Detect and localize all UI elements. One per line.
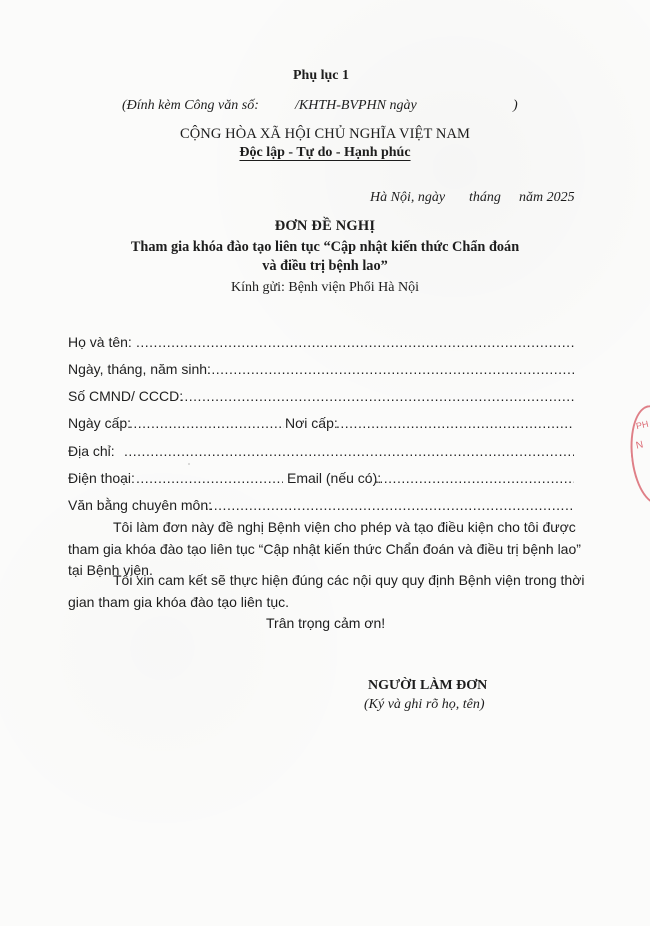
national-motto	[0, 146, 650, 160]
document-title: ĐƠN ĐỀ NGHỊ	[274, 218, 376, 234]
address-field[interactable]	[124, 444, 574, 458]
signer-title: NGƯỜI LÀM ĐƠN	[368, 678, 488, 693]
country-name: CỘNG HÒA XÃ HỘI CHỦ NGHĨA VIỆT NAM	[179, 126, 471, 142]
thanks-line: Trân trọng cảm ơn!	[266, 615, 386, 631]
signer-note: (Ký và ghi rõ họ, tên)	[364, 697, 485, 712]
partial-red-stamp	[629, 405, 650, 505]
phone-label: Điện thoại:	[68, 470, 135, 486]
scan-speck	[403, 548, 405, 550]
document-subtitle-line-2: và điều trị bệnh lao”	[262, 258, 388, 274]
scan-speck	[321, 530, 323, 532]
stamp-text-top: PH	[635, 418, 650, 432]
scan-speck	[188, 463, 190, 465]
commitment-paragraph: Tôi xin cam kết sẽ thực hiện đúng các nội quy quy định Bệnh viện trong thời gian tham gia khóa đào tạo liên tục.	[68, 572, 585, 610]
birth-date-field[interactable]	[207, 362, 574, 376]
id-number-field[interactable]	[180, 389, 574, 403]
issue-place-label: Nơi cấp:	[285, 415, 338, 431]
attachment-reference: /KHTH-BVPHN ngày	[295, 98, 417, 113]
date-place-day: Hà Nội, ngày	[370, 190, 446, 205]
attachment-suffix: )	[513, 98, 518, 113]
attachment-prefix: (Đính kèm Công văn số:	[122, 98, 259, 113]
date-year: năm 2025	[519, 190, 575, 205]
email-label: Email (nếu có):	[287, 470, 382, 486]
recipient-line: Kính gửi: Bệnh viện Phổi Hà Nội	[230, 280, 420, 295]
issue-date-label: Ngày cấp:	[68, 415, 132, 431]
birth-date-label: Ngày, tháng, năm sinh:	[68, 361, 211, 377]
appendix-title: Phụ lục 1	[293, 68, 350, 83]
date-month: tháng	[469, 190, 501, 205]
degree-field[interactable]	[205, 498, 574, 512]
id-number-label: Số CMND/ CCCD:	[68, 388, 184, 404]
issue-date-field[interactable]	[129, 416, 284, 430]
full-name-field[interactable]	[136, 335, 574, 349]
email-field[interactable]	[375, 471, 574, 485]
full-name-label: Họ và tên:	[68, 334, 132, 350]
stamp-text-bottom: N	[634, 439, 645, 452]
national-motto-text: Độc lập - Tự do - Hạnh phúc	[239, 145, 411, 160]
address-label: Địa chỉ:	[68, 443, 115, 459]
degree-label: Văn bằng chuyên môn:	[68, 497, 212, 513]
issue-place-field[interactable]	[336, 416, 574, 430]
request-paragraph: Tôi làm đơn này đề nghị Bệnh viện cho phép và tạo điều kiện cho tôi được tham gia khóa đào tạo liên tục “Cập nhật kiến thức Chẩn đoán và điều trị bệnh lao” tại Bệnh viện.	[68, 519, 581, 578]
phone-field[interactable]	[136, 471, 283, 485]
document-subtitle-line-1: Tham gia khóa đào tạo liên tục “Cập nhật kiến thức Chẩn đoán	[130, 239, 520, 255]
